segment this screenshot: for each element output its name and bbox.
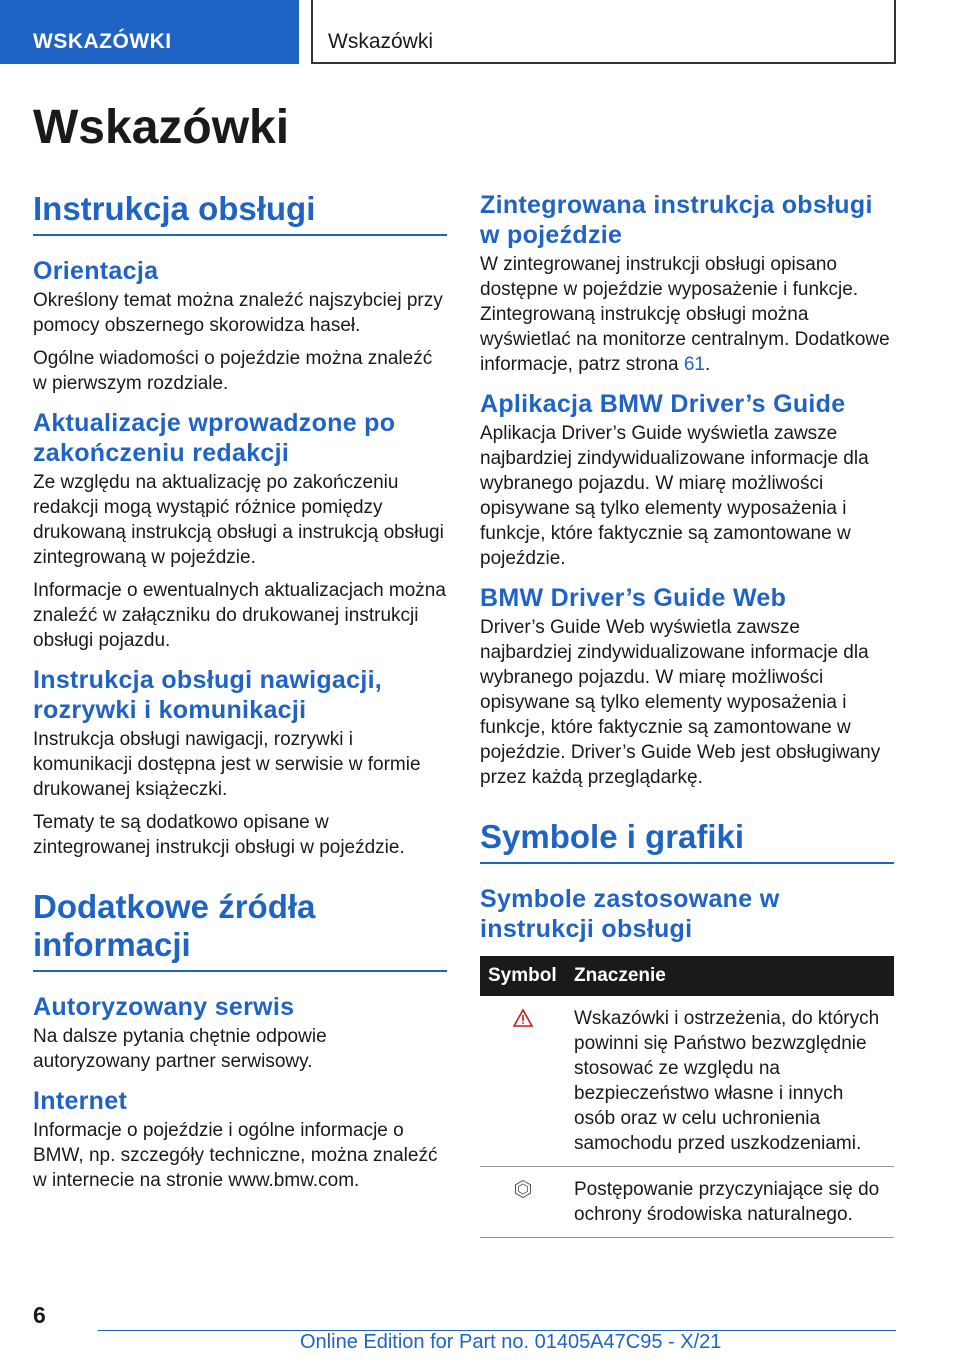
environment-icon <box>513 1179 533 1199</box>
header-chapter-label: Wskazówki <box>311 0 896 64</box>
page-title: Wskazówki <box>33 101 290 154</box>
footer-edition-text: Online Edition for Part no. 01405A47C95 - X/21 <box>300 1331 722 1353</box>
right-column <box>480 190 894 1238</box>
heading-nawigacja: Instrukcja obsługi nawigacji, rozrywki i komunikacji <box>33 666 383 724</box>
table-row <box>480 996 894 1167</box>
heading-aktualizacje: Aktualizacje wprowadzone po zakończeniu redakcji <box>33 409 396 467</box>
paragraph-end: . <box>704 354 711 375</box>
meaning-cell: Postępowanie przyczyniające się do ochrony środowiska naturalnego. <box>566 1167 894 1238</box>
heading-symbole-zastosowane: Symbole zastosowane w instrukcji obsługi <box>480 885 780 943</box>
page-number: 6 <box>33 1302 46 1328</box>
paragraph: Ze względu na aktualizację po zakończeniu redakcji mogą wystąpić różnice pomiędzy drukowaną instrukcją obsługi a instrukcją obsługi zintegrowaną w pojeździe. <box>33 472 444 568</box>
symbol-cell <box>480 1167 566 1238</box>
paragraph: Tematy te są dodatkowo opisane w zintegrowanej instrukcji obsługi w pojeździe. <box>33 812 405 858</box>
heading-dodatkowe-zrodla: Dodatkowe źródła informacji <box>33 888 447 972</box>
paragraph: Instrukcja obsługi nawigacji, rozrywki i komunikacji dostępna jest w serwisie w formie drukowanej książeczki. <box>33 729 421 800</box>
section-orientacja <box>33 256 447 396</box>
table-header-row <box>480 956 894 996</box>
paragraph: Driver’s Guide Web wyświetla zawsze najbardziej zindywidualizowane informacje dla wybranego pojazdu. W miarę możliwości opisywane są tylko elementy wyposażenia i funkcje, które faktycznie są zamontowane w pojeździe. Driver’s Guide Web jest obsługiwany przez każdą przeglądarkę. <box>480 617 881 788</box>
paragraph-text: W zintegrowanej instrukcji obsługi opisano dostępne w pojeździe wyposażenie i funkcje. Zintegrowaną instrukcję obsługi można wyświetlać na monitorze centralnym. Dodatkowe informacje, patrz strona <box>480 254 890 375</box>
section-aktualizacje <box>33 408 447 653</box>
meaning-cell: Wskazówki i ostrzeżenia, do których powinni się Państwo bezwzględnie stosować ze względu na bezpieczeństwo własne i innych osób oraz w celu uchronienia samochodu przed uszkodzeniami. <box>566 996 894 1167</box>
heading-internet: Internet <box>33 1087 128 1115</box>
heading-autoryzowany-serwis: Autoryzowany serwis <box>33 993 295 1021</box>
paragraph: Ogólne wiadomości o pojeździe można znaleźć w pierwszym rozdziale. <box>33 348 433 394</box>
column-header-symbol: Symbol <box>480 956 566 996</box>
paragraph: Informacje o ewentualnych aktualizacjach można znaleźć w załączniku do drukowanej instrukcji obsługi pojazdu. <box>33 580 446 651</box>
heading-symbole-i-grafiki: Symbole i grafiki <box>480 818 894 864</box>
paragraph: Informacje o pojeździe i ogólne informacje o BMW, np. szczegóły techniczne, można znaleźć w internecie na stronie www.bmw.com. <box>33 1120 438 1191</box>
header-section-label: WSKAZÓWKI <box>0 0 299 64</box>
section-web <box>480 583 894 790</box>
symbol-table <box>480 956 894 1238</box>
table-row <box>480 1167 894 1238</box>
paragraph: Na dalsze pytania chętnie odpowie autoryzowany partner serwisowy. <box>33 1026 327 1072</box>
section-aplikacja <box>480 389 894 571</box>
page-link-61[interactable]: 61 <box>683 354 705 375</box>
paragraph <box>480 252 894 377</box>
heading-orientacja: Orientacja <box>33 257 159 285</box>
heading-web: BMW Driver’s Guide Web <box>480 584 787 612</box>
warning-triangle-icon <box>513 1008 533 1028</box>
section-nawigacja <box>33 665 447 860</box>
column-header-meaning: Znaczenie <box>566 956 894 996</box>
paragraph: Określony temat można znaleźć najszybciej przy pomocy obszernego skorowidza haseł. <box>33 290 443 336</box>
left-column <box>33 190 447 1205</box>
heading-aplikacja: Aplikacja BMW Driver’s Guide <box>480 390 846 418</box>
heading-instrukcja-obslugi: Instrukcja obsługi <box>33 190 447 236</box>
symbol-cell <box>480 996 566 1167</box>
heading-zintegrowana: Zintegrowana instrukcja obsługi w pojeździe <box>480 191 873 249</box>
section-internet <box>33 1086 447 1193</box>
section-autoryzowany-serwis <box>33 992 447 1074</box>
paragraph: Aplikacja Driver’s Guide wyświetla zawsze najbardziej zindywidualizowane informacje dla wybranego pojazdu. W miarę możliwości opisywane są tylko elementy wyposażenia i funkcje, które faktycznie są zamontowane w pojeździe. <box>480 423 869 569</box>
section-zintegrowana <box>480 190 894 377</box>
